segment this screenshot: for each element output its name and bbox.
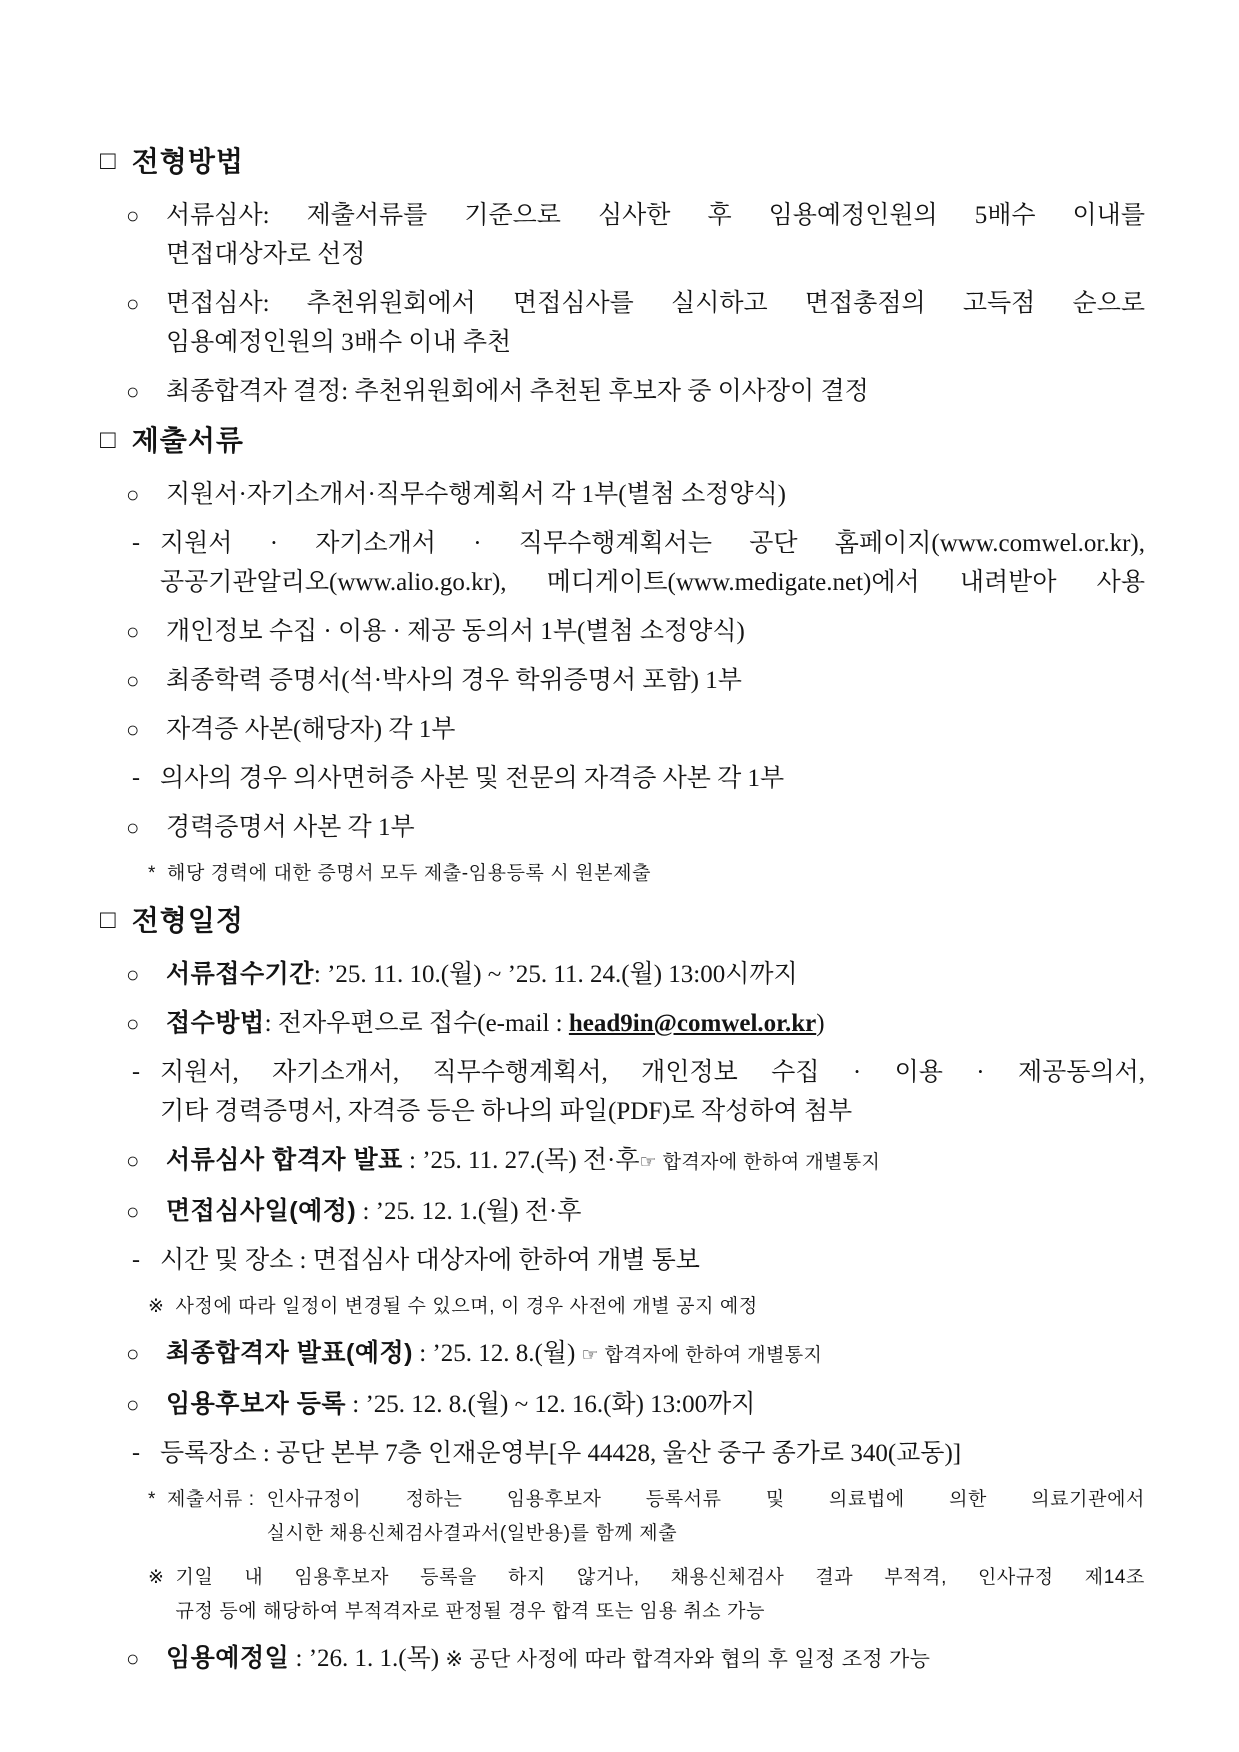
schedule-item7-value: : ’26. 1. 1.(목): [289, 1645, 446, 1672]
circle-bullet-icon: ○: [126, 1646, 140, 1671]
section-title-documents: [100, 421, 1145, 461]
schedule-item-change-note: [100, 1290, 1145, 1324]
circle-bullet-icon: ○: [126, 815, 140, 840]
circle-bullet-icon: ○: [126, 379, 140, 404]
text-line: [100, 323, 1145, 362]
circle-bullet-icon: ○: [126, 1148, 140, 1173]
schedule-item-interview-place: [100, 1241, 1145, 1280]
schedule-item2: [166, 1004, 1145, 1043]
section-title-method-text: 전형방법: [131, 146, 244, 177]
schedule-item6-value: : ’25. 12. 8.(월) ~ 12. 16.(화) 13:00까지: [346, 1391, 756, 1418]
schedule-item3-value: : ’25. 11. 27.(목) 전·후: [402, 1147, 640, 1174]
reference-mark-icon: ※: [148, 1567, 165, 1588]
section-selection-method: [100, 142, 1145, 411]
circle-bullet-icon: ○: [126, 291, 140, 316]
circle-bullet-icon: ○: [126, 717, 140, 742]
schedule-item-application-method: [100, 1004, 1145, 1043]
schedule-item3-label: 서류심사 합격자 발표: [166, 1146, 403, 1174]
text-line: [100, 1385, 1145, 1424]
schedule-item6-note1-line2: 실시한 채용신체검사결과서(일반용)를 함께 제출: [266, 1523, 678, 1544]
text-line: [100, 1141, 1145, 1182]
text-line: [100, 524, 1145, 563]
schedule-item2-sub-line2: 기타 경력증명서, 자격증 등은 하나의 파일(PDF)로 작성하여 첨부: [160, 1098, 853, 1125]
text-line: [100, 1053, 1145, 1092]
circle-bullet-icon: ○: [126, 619, 140, 644]
section-title-schedule-text: 전형일정: [131, 905, 244, 936]
method-item-interview: [100, 284, 1145, 362]
dash-bullet-icon: -: [132, 765, 140, 791]
documents-item-application-download: [100, 524, 1145, 602]
method-item2-line1: 면접심사: 추천위원회에서 면접심사를 실시하고 면접총점의 고득점 순으로: [166, 290, 1145, 317]
documents-item2-text: 개인정보 수집 · 이용 · 제공 동의서 1부(별첨 소정양식): [166, 618, 745, 645]
schedule-item2-sub-line1: 지원서, 자기소개서, 직무수행계획서, 개인정보 수집 · 이용 · 제공동의서,: [160, 1059, 1145, 1086]
documents-item-license-copy: [100, 710, 1145, 749]
note-text-block: [176, 1290, 1145, 1324]
schedule-item-attachment-note: [100, 1053, 1145, 1131]
method-item-final-decision: [100, 372, 1145, 411]
documents-item4-sub-text: 의사의 경우 의사면허증 사본 및 전문의 자격증 사본 각 1부: [160, 765, 785, 792]
documents-item-privacy-consent: [100, 612, 1145, 651]
schedule-item4: [166, 1192, 1145, 1231]
documents-item1-sub-line1: 지원서 · 자기소개서 · 직무수행계획서는 공단 홈페이지(www.comwel.or.kr),: [160, 530, 1145, 557]
schedule-item6-note1-line1: 인사규정이 정하는 임용후보자 등록서류 및 의료법에 의한 의료기관에서: [266, 1489, 1145, 1510]
circle-bullet-icon: ○: [126, 203, 140, 228]
schedule-item5-note: ☞ 합격자에 한하여 개별통지: [581, 1345, 823, 1366]
schedule-item7-label: 임용예정일: [166, 1644, 290, 1672]
method-item-document-screening: [100, 196, 1145, 274]
square-bullet-icon: □: [100, 145, 117, 175]
schedule-item6-note1-label: 제출서류 :: [167, 1489, 255, 1510]
text-line: [100, 475, 1145, 514]
note-text-block: [267, 1483, 1145, 1551]
note-text-block: [167, 857, 1145, 891]
section-title-method: [100, 142, 1145, 182]
method-item3-text: 최종합격자 결정: 추천위원회에서 추천된 후보자 중 이사장이 결정: [166, 378, 869, 405]
square-bullet-icon: □: [100, 424, 117, 454]
text-line: [100, 612, 1145, 651]
schedule-item1: [166, 955, 1145, 994]
documents-item5-note-text: 해당 경력에 대한 증명서 모두 제출-임용등록 시 원본제출: [167, 863, 652, 884]
schedule-item-candidate-registration: [100, 1385, 1145, 1424]
email-link[interactable]: head9in@comwel.or.kr: [568, 1010, 817, 1037]
dash-bullet-icon: -: [132, 1059, 140, 1085]
documents-item-career-note: [100, 857, 1145, 891]
documents-item-application: [100, 475, 1145, 514]
schedule-item2-close: ): [816, 1010, 825, 1037]
schedule-item6: [166, 1385, 1145, 1424]
documents-item4-text: 자격증 사본(해당자) 각 1부: [166, 716, 456, 743]
schedule-item4-value: : ’25. 12. 1.(월) 전·후: [356, 1198, 582, 1225]
schedule-item5-value: : ’25. 12. 8.(월): [412, 1340, 582, 1367]
asterisk-icon: *: [148, 1489, 156, 1510]
text-line: [100, 1334, 1145, 1375]
circle-bullet-icon: ○: [126, 668, 140, 693]
text-line: [100, 284, 1145, 323]
section-selection-schedule: [100, 901, 1145, 1679]
documents-item1-sub-line2: 공공기관알리오(www.alio.go.kr), 메디게이트(www.medigate.net)에서 내려받아 사용: [160, 569, 1145, 596]
schedule-item6-sub-text: 등록장소 : 공단 본부 7층 인재운영부[우 44428, 울산 중구 종가로 340(교동)]: [160, 1440, 962, 1467]
text-line: [100, 196, 1145, 235]
note-text-block: [176, 1561, 1145, 1629]
schedule-item-registration-documents-note: [100, 1483, 1145, 1551]
section-submission-documents: [100, 421, 1145, 891]
square-bullet-icon: □: [100, 904, 117, 934]
asterisk-icon: *: [148, 863, 156, 884]
schedule-item-disqualification-note: [100, 1561, 1145, 1629]
text-line: [100, 1004, 1145, 1043]
reference-mark-icon: ※: [148, 1296, 165, 1317]
text-line: [100, 808, 1145, 847]
section-title-documents-text: 제출서류: [131, 425, 244, 456]
circle-bullet-icon: ○: [126, 1199, 140, 1224]
documents-item5-text: 경력증명서 사본 각 1부: [166, 814, 415, 841]
method-item1-line1: 서류심사: 제출서류를 기준으로 심사한 후 임용예정인원의 5배수 이내를: [166, 202, 1145, 229]
schedule-item2-label: 접수방법: [166, 1009, 265, 1037]
text-line: [100, 661, 1145, 700]
schedule-item-application-period: [100, 955, 1145, 994]
schedule-item3: [166, 1141, 1145, 1182]
dash-bullet-icon: -: [132, 1247, 140, 1273]
circle-bullet-icon: ○: [126, 482, 140, 507]
schedule-item1-value: : ’25. 11. 10.(월) ~ ’25. 11. 24.(월) 13:00시까지: [313, 961, 798, 988]
method-item1-line2: 면접대상자로 선정: [166, 241, 366, 268]
documents-item1-text: 지원서·자기소개서·직무수행계획서 각 1부(별첨 소정양식): [166, 481, 787, 508]
text-line: [100, 372, 1145, 411]
schedule-item7-note: ※ 공단 사정에 따라 합격자와 협의 후 일정 조정 가능: [445, 1648, 931, 1671]
schedule-item5-label: 최종합격자 발표(예정): [166, 1339, 413, 1367]
schedule-item-screening-result: [100, 1141, 1145, 1182]
schedule-item4-label: 면접심사일(예정): [166, 1197, 357, 1225]
text-line: [100, 759, 1145, 798]
text-line: [100, 710, 1145, 749]
schedule-item5: [166, 1334, 1145, 1375]
method-item2-line2: 임용예정인원의 3배수 이내 추천: [166, 329, 512, 356]
circle-bullet-icon: ○: [126, 1011, 140, 1036]
circle-bullet-icon: ○: [126, 1341, 140, 1366]
schedule-item6-note2-line2: 규정 등에 해당하여 부적격자로 판정될 경우 합격 또는 임용 취소 가능: [175, 1601, 766, 1622]
schedule-item6-note2-line1: 기일 내 임용후보자 등록을 하지 않거나, 채용신체검사 결과 부적격, 인사규정 제14조: [175, 1567, 1145, 1588]
text-line: [100, 1639, 1145, 1679]
section-title-schedule: [100, 901, 1145, 941]
text-line: [100, 1092, 1145, 1131]
text-line: [100, 235, 1145, 274]
documents-item-education-certificate: [100, 661, 1145, 700]
text-line: [100, 563, 1145, 602]
schedule-item-registration-place: [100, 1434, 1145, 1473]
schedule-item2-value: : 전자우편으로 접수(e-mail :: [264, 1010, 569, 1037]
circle-bullet-icon: ○: [126, 1392, 140, 1417]
schedule-item4-sub-text: 시간 및 장소 : 면접심사 대상자에 한하여 개별 통보: [160, 1247, 700, 1274]
documents-item3-text: 최종학력 증명서(석·박사의 경우 학위증명서 포함) 1부: [166, 667, 742, 694]
schedule-item-interview-date: [100, 1192, 1145, 1231]
schedule-item6-label: 임용후보자 등록: [166, 1390, 346, 1418]
schedule-item7: [166, 1639, 1145, 1679]
circle-bullet-icon: ○: [126, 962, 140, 987]
text-line: [100, 955, 1145, 994]
schedule-item3-note: ☞ 합격자에 한하여 개별통지: [639, 1152, 881, 1173]
schedule-item-final-result: [100, 1334, 1145, 1375]
schedule-item4-note-text: 사정에 따라 일정이 변경될 수 있으며, 이 경우 사전에 개별 공지 예정: [175, 1296, 758, 1317]
schedule-item-appointment-date: [100, 1639, 1145, 1679]
dash-bullet-icon: -: [132, 1440, 140, 1466]
documents-item-career-certificate: [100, 808, 1145, 847]
text-line: [100, 1434, 1145, 1473]
text-line: [100, 1241, 1145, 1280]
schedule-item1-label: 서류접수기간: [166, 960, 314, 988]
documents-item-doctor-license: [100, 759, 1145, 798]
text-line: [100, 1192, 1145, 1231]
dash-bullet-icon: -: [132, 530, 140, 556]
